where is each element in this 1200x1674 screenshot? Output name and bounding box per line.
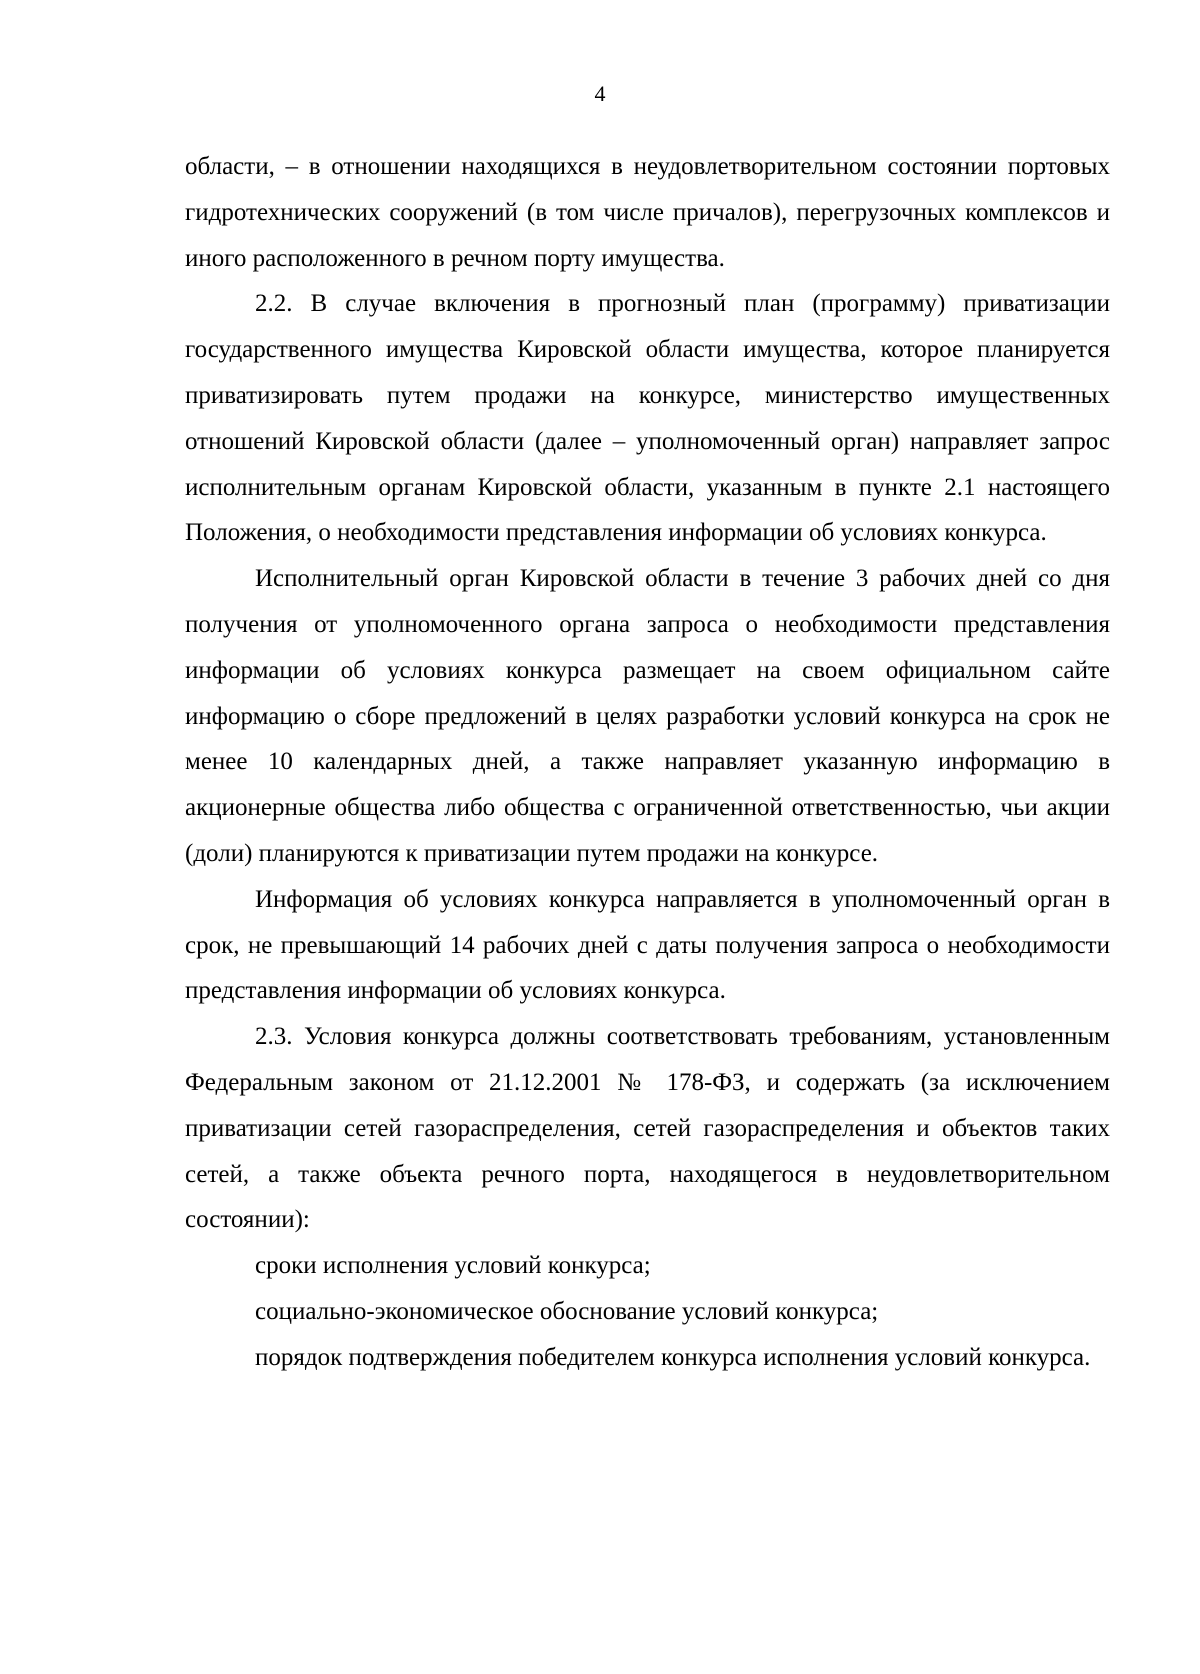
list-item-justification: социально-экономическое обоснование условий конкурса;: [255, 1297, 879, 1325]
page-number: 4: [594, 81, 606, 106]
document-body: [185, 144, 1110, 1381]
list-item-terms: сроки исполнения условий конкурса;: [255, 1252, 651, 1280]
paragraph-continuation: области, – в отношении находящихся в неудовлетворительном состоянии портовых гидротехнических сооружений (в том числе причалов), перегрузочных комплексов и иного расположенного в речном порту имущества.: [185, 153, 1110, 272]
paragraph-2-2: 2.2. В случае включения в прогнозный план (программу) приватизации государственного имущества Кировской области имущества, которое планируется приватизировать путем продажи на конкурсе, министерство имущественных отношений Кировской области (далее – уполномоченный орган) направляет запрос исполнительным органам Кировской области, указанным в пункте 2.1 настоящего Положения, о необходимости представления информации об условиях конкурса.: [185, 290, 1110, 547]
paragraph-2-3: 2.3. Условия конкурса должны соответствовать требованиям, установленным Федеральным законом от 21.12.2001 № 178-ФЗ, и содержать (за исключением приватизации сетей газораспределения, сетей газораспределения и объектов таких сетей, а также объекта речного порта, находящегося в неудовлетворительном состоянии):: [185, 1023, 1110, 1234]
paragraph-information-deadline: Информация об условиях конкурса направляется в уполномоченный орган в срок, не превышающий 14 рабочих дней с даты получения запроса о необходимости представления информации об условиях конкурса.: [185, 885, 1110, 1005]
paragraph-executive-body: Исполнительный орган Кировской области в течение 3 рабочих дней со дня получения от уполномоченного органа запроса о необходимости представления информации об условиях конкурса размещает на своем официальном сайте информацию о сборе предложений в целях разработки условий конкурса на срок не менее 10 календарных дней, а также направляет указанную информацию в акционерные общества либо общества с ограниченной ответственностью, чьи акции (доли) планируются к приватизации путем продажи на конкурсе.: [185, 565, 1110, 867]
list-item-confirmation: порядок подтверждения победителем конкурса исполнения условий конкурса.: [255, 1343, 1091, 1371]
